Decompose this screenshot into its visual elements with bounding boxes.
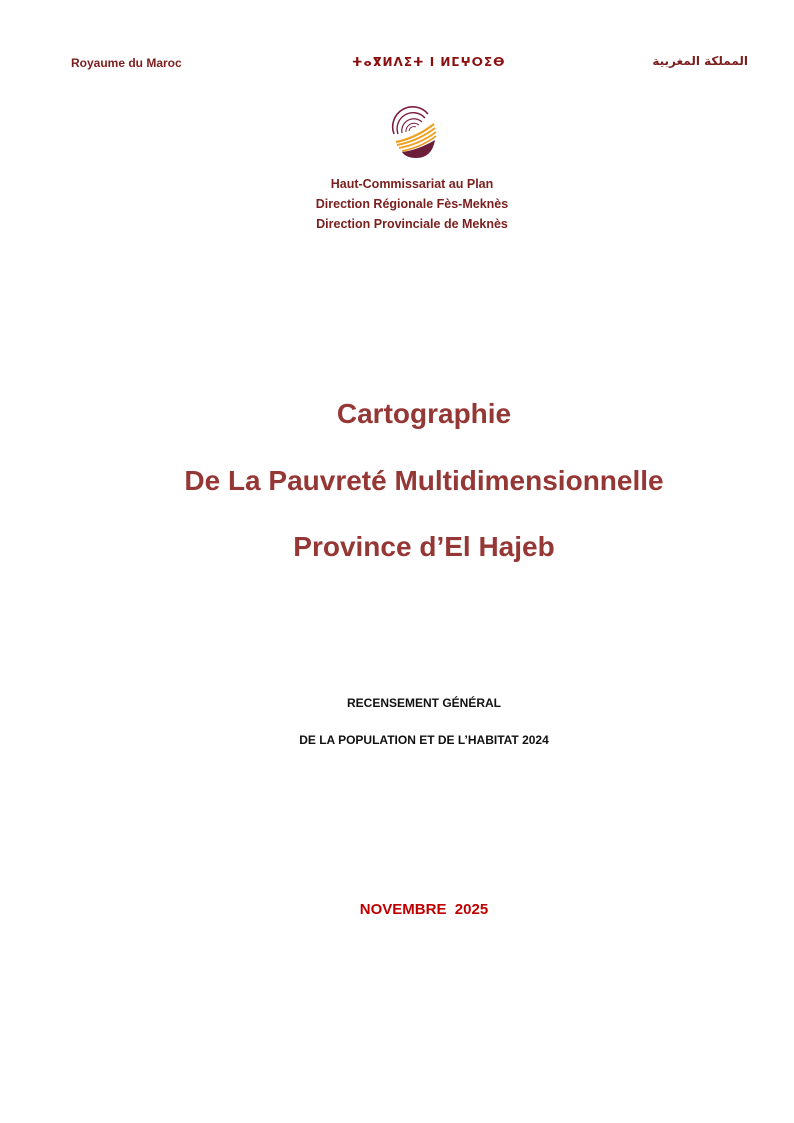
title-line-2: De La Pauvreté Multidimensionnelle bbox=[184, 465, 664, 496]
org-regional-direction: Direction Régionale Fès-Meknès bbox=[315, 197, 509, 211]
org-provincial-direction: Direction Provinciale de Meknès bbox=[316, 217, 508, 231]
organization-block bbox=[0, 174, 794, 234]
title-line-1: Cartographie bbox=[336, 398, 512, 429]
header-country-french: Royaume du Maroc bbox=[71, 56, 182, 70]
org-name: Haut-Commissariat au Plan bbox=[330, 177, 494, 191]
publication-date: NOVEMBRE 2025 bbox=[359, 901, 489, 918]
header-country-arabic: المملكة المغربية bbox=[652, 54, 748, 68]
header-country-tifinagh: ⵜⴰⴳⵍⴷⵉⵜ ⵏ ⵍⵎⵖⵔⵉⴱ bbox=[352, 55, 506, 69]
hcp-logo-icon bbox=[388, 104, 438, 160]
census-line-2: DE LA POPULATION ET DE L’HABITAT 2024 bbox=[299, 733, 549, 747]
census-line-1: RECENSEMENT GÉNÉRAL bbox=[346, 696, 501, 710]
title-line-3: Province d’El Hajeb bbox=[293, 531, 555, 562]
